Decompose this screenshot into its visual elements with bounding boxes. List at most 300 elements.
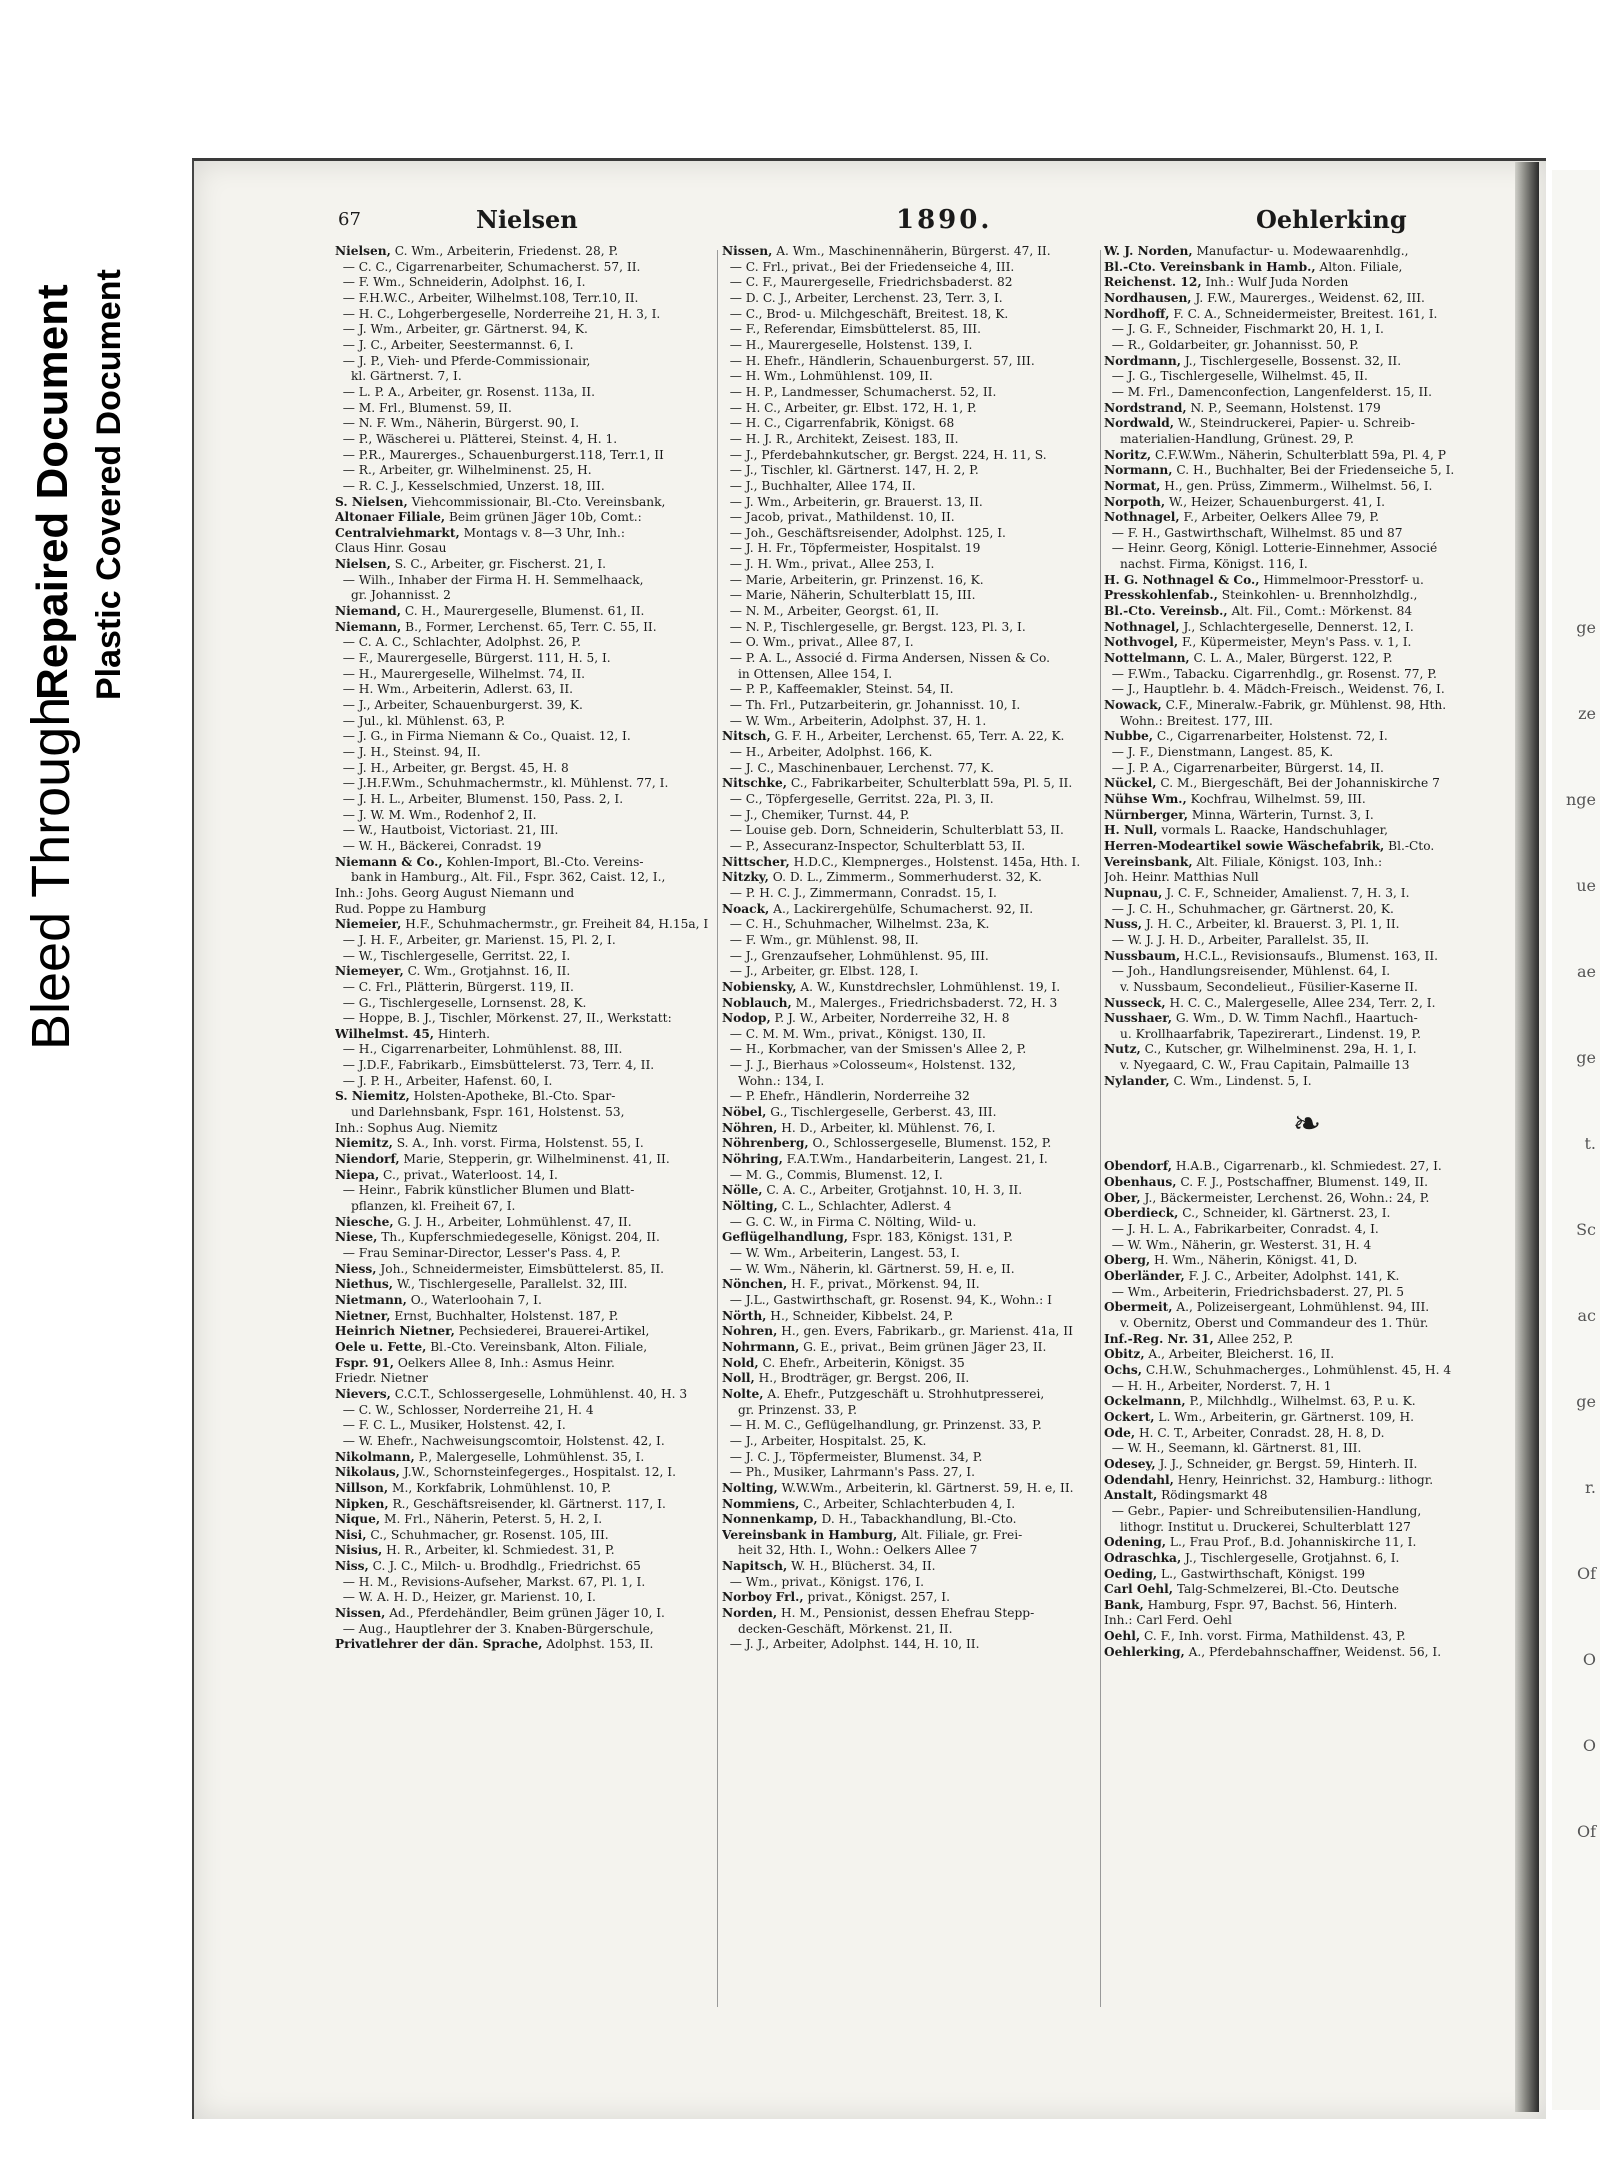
directory-entry: Normat, H., gen. Prüss, Zimmerm., Wilhelmst. 56, I.	[1104, 478, 1433, 493]
directory-entry: — J., Grenzaufseher, Lohmühlenst. 95, III.	[722, 948, 989, 963]
directory-entry: Odesey, J. J., Schneider, gr. Bergst. 59, Hinterh. II.	[1104, 1456, 1418, 1471]
directory-entry: — N. F. Wm., Näherin, Bürgerst. 90, I.	[335, 416, 580, 431]
directory-entry: — H. M. C., Geflügelhandlung, gr. Prinzenst. 33, P.	[722, 1418, 1042, 1433]
directory-entry: — J. H., Arbeiter, gr. Bergst. 45, H. 8	[335, 760, 569, 775]
directory-entry: Reichenst. 12, Inh.: Wulf Juda Norden	[1104, 275, 1349, 290]
directory-entry: — C. A. C., Schlachter, Adolphst. 26, P.	[335, 635, 581, 650]
directory-entry: — C. Frl., privat., Bei der Friedenseiche 4, III.	[722, 259, 1015, 274]
directory-entry: Obendorf, H.A.B., Cigarrenarb., kl. Schmiedest. 27, I.	[1104, 1159, 1442, 1174]
directory-entry: — Joh., Handlungsreisender, Mühlenst. 64, I.	[1104, 964, 1391, 979]
directory-entry: Oberdieck, C., Schneider, kl. Gärtnerst. 23, I.	[1104, 1206, 1391, 1221]
directory-entry: — C. C., Cigarrenarbeiter, Schumacherst. 57, II.	[335, 259, 641, 274]
adjacent-page-text: O	[1582, 1736, 1596, 1755]
directory-entry: Odening, L., Frau Prof., B.d. Johanniskirche 11, I.	[1104, 1535, 1417, 1550]
adjacent-page-text: ae	[1576, 962, 1596, 981]
directory-entry: — F., Maurergeselle, Bürgerst. 111, H. 5, I.	[335, 651, 611, 666]
directory-entry: Nörth, H., Schneider, Kibbelst. 24, P.	[722, 1308, 954, 1323]
directory-entry: — H. J. R., Architekt, Zeisest. 183, II.	[722, 431, 959, 446]
directory-entry: Oele u. Fette, Bl.-Cto. Vereinsbank, Alton. Filiale,	[335, 1339, 648, 1354]
directory-entry: Wohn.: Breitest. 177, III.	[1120, 713, 1273, 728]
directory-entry: — J.L., Gastwirthschaft, gr. Rosenst. 94, K., Wohn.: I	[722, 1292, 1052, 1307]
directory-entry: Centralviehmarkt, Montags v. 8—3 Uhr, Inh.:	[335, 525, 625, 540]
directory-entry: — D. C. J., Arbeiter, Lerchenst. 23, Terr. 3, I.	[722, 290, 1003, 305]
directory-entry: — M. G., Commis, Blumenst. 12, I.	[722, 1167, 943, 1182]
directory-entry: Niemeier, H.F., Schuhmachermstr., gr. Freiheit 84, H.15a, I	[335, 917, 709, 932]
page-number: 67	[338, 209, 361, 230]
directory-entry: Nitsch, G. F. H., Arbeiter, Lerchenst. 65, Terr. A. 22, K.	[722, 729, 1065, 744]
directory-entry: — P. A. L., Associé d. Firma Andersen, Nissen & Co.	[722, 651, 1051, 666]
directory-entry: Nommiens, C., Arbeiter, Schlachterbuden 4, I.	[722, 1496, 1016, 1511]
directory-entry: Nöhren, H. D., Arbeiter, kl. Mühlenst. 76, I.	[722, 1120, 996, 1135]
column-rule-2	[1100, 250, 1101, 2007]
directory-entry: Nonnenkamp, D. H., Tabackhandlung, Bl.-Cto.	[722, 1512, 1017, 1527]
directory-entry: — R., Arbeiter, gr. Wilhelminenst. 25, H.	[335, 463, 592, 478]
directory-entry: Nöhrenberg, O., Schlossergeselle, Blumenst. 152, P.	[722, 1136, 1052, 1151]
directory-entry: — J. P. H., Arbeiter, Hafenst. 60, I.	[335, 1073, 553, 1088]
directory-entry: S. Nielsen, Viehcommissionair, Bl.-Cto. Vereinsbank,	[335, 494, 666, 509]
directory-entry: in Ottensen, Allee 154, I.	[738, 666, 893, 681]
directory-entry: — Heinr., Fabrik künstlicher Blumen und Blatt-	[335, 1183, 635, 1198]
directory-entry: — M. Frl., Damenconfection, Langenfelderst. 15, II.	[1104, 384, 1432, 399]
directory-entry: Nowack, C.F., Mineralw.-Fabrik, gr. Mühlenst. 98, Hth.	[1104, 698, 1447, 713]
directory-entry: heit 32, Hth. I., Wohn.: Oelkers Allee 7	[738, 1543, 978, 1558]
directory-entry: Nothvogel, F., Küpermeister, Meyn's Pass. v. 1, I.	[1104, 635, 1412, 650]
directory-entry: Niemeyer, C. Wm., Grotjahnst. 16, II.	[335, 964, 571, 979]
directory-entry: Ockert, L. Wm., Arbeiterin, gr. Gärtnerst. 109, H.	[1104, 1409, 1414, 1424]
directory-entry: — F. Wm., gr. Mühlenst. 98, II.	[722, 932, 919, 947]
directory-entry: — H. C., Lohgerbergeselle, Norderreihe 21, H. 3, I.	[335, 306, 661, 321]
directory-entry: Niess, Joh., Schneidermeister, Eimsbüttelerst. 85, II.	[335, 1261, 665, 1276]
directory-entry: — W. Wm., Näherin, kl. Gärtnerst. 59, H. e, II.	[722, 1261, 1015, 1276]
directory-entry: Wohn.: 134, I.	[738, 1073, 825, 1088]
adjacent-page-text: r.	[1585, 1478, 1596, 1497]
directory-entry: Nietner, Ernst, Buchhalter, Holstenst. 187, P.	[335, 1308, 619, 1323]
column-2	[722, 244, 1098, 2017]
side-labels	[0, 0, 190, 2177]
directory-entry: Vereinsbank, Alt. Filiale, Königst. 103, Inh.:	[1104, 854, 1383, 869]
directory-entry: und Darlehnsbank, Fspr. 161, Holstenst. 53,	[351, 1105, 625, 1120]
directory-entry: Nikolaus, J.W., Schornsteinfegerges., Hospitalst. 12, I.	[335, 1465, 676, 1480]
directory-entry: materialien-Handlung, Grünest. 29, P.	[1120, 431, 1354, 446]
directory-entry: — Hoppe, B. J., Tischler, Mörkenst. 27, II., Werkstatt:	[335, 1011, 672, 1026]
directory-entry: Norden, H. M., Pensionist, dessen Ehefrau Stepp-	[722, 1606, 1035, 1621]
directory-entry: Inh.: Johs. Georg August Niemann und	[335, 885, 575, 900]
directory-entry: Nordstrand, N. P., Seemann, Holstenst. 179	[1104, 400, 1381, 415]
directory-entry: Ochs, C.H.W., Schuhmacherges., Lohmühlenst. 45, H. 4	[1104, 1362, 1452, 1377]
directory-entry: Nitschke, C., Fabrikarbeiter, Schulterblatt 59a, Pl. 5, II.	[722, 776, 1073, 791]
directory-entry: — W. H., Bäckerei, Conradst. 19	[335, 838, 542, 853]
directory-entry: Nielsen, C. Wm., Arbeiterin, Friedenst. 28, P.	[335, 244, 619, 258]
directory-entry: Nothnagel, F., Arbeiter, Oelkers Allee 79, P.	[1104, 510, 1380, 525]
directory-entry: — J. H. L., Arbeiter, Blumenst. 150, Pass. 2, I.	[335, 791, 624, 806]
column-3	[1104, 244, 1510, 2017]
directory-entry: — J. H., Steinst. 94, II.	[335, 745, 481, 759]
directory-entry: — C., Töpfergeselle, Gerritst. 22a, Pl. 3, II.	[722, 791, 994, 806]
directory-entry: — Heinr. Georg, Königl. Lotterie-Einnehmer, Associé	[1104, 541, 1438, 556]
directory-entry: — J. G., Tischlergeselle, Wilhelmst. 45, II.	[1104, 369, 1368, 384]
directory-entry: — J. F., Dienstmann, Langest. 85, K.	[1104, 745, 1334, 759]
directory-entry: Nothnagel, J., Schlachtergeselle, Dennerst. 12, I.	[1104, 619, 1414, 634]
directory-entry: — G., Tischlergeselle, Lornsenst. 28, K.	[335, 995, 587, 1010]
directory-entry: Friedr. Nietner	[335, 1371, 428, 1386]
directory-entry: Nordhoff, F. C. A., Schneidermeister, Breitest. 161, I.	[1104, 306, 1438, 321]
directory-entry: Nohren, H., gen. Evers, Fabrikarb., gr. Marienst. 41a, II	[722, 1324, 1073, 1339]
directory-entry: v. Obernitz, Oberst und Commandeur des 1. Thür.	[1120, 1316, 1429, 1330]
directory-entry: — H., Maurergeselle, Holstenst. 139, I.	[722, 337, 973, 352]
directory-entry: Oberg, H. Wm., Näherin, Königst. 41, D.	[1104, 1253, 1358, 1268]
directory-entry: Niemitz, S. A., Inh. vorst. Firma, Holstenst. 55, I.	[335, 1136, 644, 1151]
directory-entry: — W., Tischlergeselle, Gerritst. 22, I.	[335, 948, 571, 963]
directory-entry: — H., Arbeiter, Adolphst. 166, K.	[722, 745, 933, 759]
directory-entry: Carl Oehl, Talg-Schmelzerei, Bl.-Cto. Deutsche	[1104, 1582, 1399, 1597]
adjacent-page-text: ue	[1576, 876, 1596, 895]
directory-entry: — C., Brod- u. Milchgeschäft, Breitest. 18, K.	[722, 306, 1009, 321]
directory-entry: — J., Chemiker, Turnst. 44, P.	[722, 807, 910, 822]
directory-entry: Niesche, G. J. H., Arbeiter, Lohmühlenst. 47, II.	[335, 1214, 632, 1229]
directory-entry: Nietmann, O., Waterloohain 7, I.	[335, 1292, 542, 1307]
directory-entry: Nückel, C. M., Biergeschäft, Bei der Johanniskirche 7	[1104, 776, 1440, 791]
directory-entry: — J. H. Fr., Töpfermeister, Hospitalst. 19	[722, 541, 981, 556]
adjacent-page-text: ge	[1576, 1392, 1596, 1411]
directory-entry: — H. Ehefr., Händlerin, Schauenburgerst. 57, III.	[722, 353, 1035, 368]
directory-entry: Nique, M. Frl., Näherin, Peterst. 5, H. 2, I.	[335, 1512, 603, 1527]
header-right-keyword: Oehlerking	[1256, 205, 1407, 234]
directory-entry: — R., Goldarbeiter, gr. Johannisst. 50, P.	[1104, 337, 1359, 352]
adjacent-page-text: t.	[1584, 1134, 1596, 1153]
directory-entry: Geflügelhandlung, Fspr. 183, Königst. 131, P.	[722, 1230, 1013, 1245]
directory-entry: — Louise geb. Dorn, Schneiderin, Schulterblatt 53, II.	[722, 823, 1064, 838]
directory-entry: — O. Wm., privat., Allee 87, I.	[722, 635, 914, 650]
directory-entry: Normann, C. H., Buchhalter, Bei der Friedenseiche 5, I.	[1104, 463, 1455, 478]
directory-entry: — P., Wäscherei u. Plätterei, Steinst. 4, H. 1.	[335, 431, 618, 446]
directory-entry: — Wilh., Inhaber der Firma H. H. Semmelhaack,	[335, 572, 644, 587]
directory-entry: — H., Cigarrenarbeiter, Lohmühlenst. 88, III.	[335, 1042, 623, 1057]
directory-entry: — Wm., privat., Königst. 176, I.	[722, 1574, 924, 1589]
directory-entry: Nisius, H. R., Arbeiter, kl. Schmiedest. 31, P.	[335, 1543, 615, 1558]
directory-entry: decken-Geschäft, Mörkenst. 21, II.	[738, 1621, 953, 1636]
directory-entry: Nordhausen, J. F.W., Maurerges., Weidenst. 62, III.	[1104, 290, 1425, 305]
directory-entry: — Jacob, privat., Mathildenst. 10, II.	[722, 510, 955, 525]
directory-entry: Bl.-Cto. Vereinsb., Alt. Fil., Comt.: Mörkenst. 84	[1104, 604, 1413, 619]
directory-entry: — C. H., Schuhmacher, Wilhelmst. 23a, K.	[722, 917, 990, 932]
directory-entry: — J., Hauptlehr. b. 4. Mädch-Freisch., Weidenst. 76, I.	[1104, 682, 1445, 697]
directory-entry: — J., Pferdebahnkutscher, gr. Bergst. 224, H. 11, S.	[722, 447, 1047, 462]
directory-entry: — J. P., Vieh- und Pferde-Commissionair,	[335, 353, 591, 368]
directory-entry: — J. C. H., Schuhmacher, gr. Gärtnerst. 20, K.	[1104, 901, 1394, 916]
directory-entry: — H. M., Revisions-Aufseher, Markst. 67, Pl. 1, I.	[335, 1574, 646, 1589]
directory-entry: — J.H.F.Wm., Schuhmachermstr., kl. Mühlenst. 77, I.	[335, 776, 669, 791]
directory-entry: Bank, Hamburg, Fspr. 97, Bachst. 56, Hinterh.	[1104, 1597, 1398, 1612]
directory-entry: Altonaer Filiale, Beim grünen Jäger 10b, Comt.:	[335, 510, 642, 525]
directory-entry: Wilhelmst. 45, Hinterh.	[335, 1026, 490, 1041]
directory-entry: Nönchen, H. F., privat., Mörkenst. 94, II.	[722, 1277, 980, 1292]
directory-entry: Niemand, C. H., Maurergeselle, Blumenst. 61, II.	[335, 604, 645, 619]
adjacent-page-text: nge	[1565, 790, 1596, 809]
directory-entry: Nipken, R., Geschäftsreisender, kl. Gärtnerst. 117, I.	[335, 1496, 666, 1511]
directory-entry: — N. M., Arbeiter, Georgst. 61, II.	[722, 604, 939, 619]
directory-entry: — Th. Frl., Putzarbeiterin, gr. Johannisst. 10, I.	[722, 698, 1021, 713]
directory-entry: Noll, H., Brodträger, gr. Bergst. 206, II.	[722, 1371, 970, 1386]
label-plastic-covered-document: Plastic Covered Document	[90, 269, 128, 700]
directory-entry: — J., Arbeiter, Schauenburgerst. 39, K.	[335, 698, 583, 713]
adjacent-page-text: ge	[1576, 1048, 1596, 1067]
directory-entry: Nodop, P. J. W., Arbeiter, Norderreihe 32, H. 8	[722, 1011, 1010, 1026]
directory-entry: Oeding, L., Gastwirthschaft, Königst. 199	[1104, 1566, 1365, 1581]
directory-entry: H. G. Nothnagel & Co., Himmelmoor-Presstorf- u.	[1104, 572, 1424, 587]
directory-entry: — C. F., Maurergeselle, Friedrichsbaderst. 82	[722, 275, 1013, 290]
directory-entry: Nitzky, O. D. L., Zimmerm., Sommerhuderst. 32, K.	[722, 870, 1042, 885]
spacer	[1104, 1149, 1510, 1159]
directory-entry: — P., Assecuranz-Inspector, Schulterblatt 53, II.	[722, 838, 1026, 853]
directory-entry: — F.H.W.C., Arbeiter, Wilhelmst.108, Terr.10, II.	[335, 290, 639, 305]
directory-entry: — F. H., Gastwirthschaft, Wilhelmst. 85 und 87	[1104, 525, 1403, 540]
directory-entry: W. J. Norden, Manufactur- u. Modewaarenhdlg.,	[1104, 244, 1409, 258]
directory-entry: Nuss, J. H. C., Arbeiter, kl. Brauerst. 3, Pl. 1, II.	[1104, 917, 1400, 932]
directory-entry: — W. H., Seemann, kl. Gärtnerst. 81, III.	[1104, 1441, 1362, 1456]
directory-entry: Nutz, C., Kutscher, gr. Wilhelminenst. 29a, H. 1, I.	[1104, 1042, 1417, 1057]
directory-entry: Nusseck, H. C. C., Malergeselle, Allee 234, Terr. 2, I.	[1104, 995, 1436, 1010]
directory-entry: — H. P., Landmesser, Schumacherst. 52, II.	[722, 384, 997, 399]
directory-entry: Fspr. 91, Oelkers Allee 8, Inh.: Asmus Heinr.	[335, 1355, 615, 1370]
directory-entry: Niendorf, Marie, Stepperin, gr. Wilhelminenst. 41, II.	[335, 1152, 670, 1167]
directory-entry: Niemann & Co., Kohlen-Import, Bl.-Cto. Vereins-	[335, 854, 644, 869]
directory-entry: — J. Wm., Arbeiter, gr. Gärtnerst. 94, K.	[335, 322, 588, 337]
directory-entry: — C. W., Schlosser, Norderreihe 21, H. 4	[335, 1402, 594, 1417]
directory-entry: — J. P. A., Cigarrenarbeiter, Bürgerst. 14, II.	[1104, 760, 1384, 775]
directory-entry: Nolte, A. Ehefr., Putzgeschäft u. Strohhutpresserei,	[722, 1386, 1045, 1401]
directory-entry: Noritz, C.F.W.Wm., Näherin, Schulterblatt 59a, Pl. 4, P	[1104, 447, 1446, 462]
directory-entry: — G. C. W., in Firma C. Nölting, Wild- u.	[722, 1214, 977, 1229]
directory-entry: v. Nussbaum, Secondelieut., Füsilier-Kaserne II.	[1120, 979, 1418, 994]
adjacent-page-text: ze	[1578, 704, 1596, 723]
label-repaired-document: Repaired Document	[28, 284, 77, 700]
directory-entry: kl. Gärtnerst. 7, I.	[351, 369, 462, 384]
header-left-keyword: Nielsen	[476, 205, 578, 234]
header-year: 1890.	[896, 205, 993, 235]
directory-entry: Privatlehrer der dän. Sprache, Adolphst. 153, II.	[335, 1637, 654, 1652]
directory-entry: Nöhring, F.A.T.Wm., Handarbeiterin, Langest. 21, I.	[722, 1152, 1048, 1167]
directory-entry: S. Niemitz, Holsten-Apotheke, Bl.-Cto. Spar-	[335, 1089, 616, 1104]
directory-entry: — F. Wm., Schneiderin, Adolphst. 16, I.	[335, 275, 586, 290]
directory-entry: — J., Tischler, kl. Gärtnerst. 147, H. 2, P.	[722, 463, 979, 478]
directory-entry: — W. Ehefr., Nachweisungscomtoir, Holstenst. 42, I.	[335, 1433, 665, 1448]
directory-entry: Nobiensky, A. W., Kunstdrechsler, Lohmühlenst. 19, I.	[722, 979, 1061, 994]
directory-entry: Nordmann, J., Tischlergeselle, Bossenst. 32, II.	[1104, 353, 1402, 368]
adjacent-page-text: Of	[1576, 1822, 1596, 1841]
directory-entry: Nölting, C. L., Schlachter, Adlerst. 4	[722, 1199, 952, 1214]
directory-entry: Nissen, A. Wm., Maschinennäherin, Bürgerst. 47, II.	[722, 244, 1051, 258]
adjacent-page-text: ac	[1577, 1306, 1596, 1325]
directory-entry: — P. Ehefr., Händlerin, Norderreihe 32	[722, 1089, 970, 1104]
directory-entry: Nöbel, G., Tischlergeselle, Gerberst. 43, III.	[722, 1105, 997, 1120]
directory-entry: — Gebr., Papier- und Schreibutensilien-Handlung,	[1104, 1503, 1422, 1518]
directory-entry: — C. M. M. Wm., privat., Königst. 130, II.	[722, 1026, 986, 1041]
directory-entry: Obitz, A., Arbeiter, Bleicherst. 16, II.	[1104, 1347, 1335, 1362]
directory-entry: Joh. Heinr. Matthias Null	[1104, 870, 1259, 885]
directory-entry: Niemann, B., Former, Lerchenst. 65, Terr. C. 55, II.	[335, 619, 657, 634]
directory-entry: — H. C., Cigarrenfabrik, Königst. 68	[722, 416, 955, 431]
directory-entry: — W., Hautboist, Victoriast. 21, III.	[335, 823, 559, 838]
directory-entry: Oehlerking, A., Pferdebahnschaffner, Weidenst. 56, I.	[1104, 1644, 1442, 1659]
directory-entry: — W. A. H. D., Heizer, gr. Marienst. 10, I.	[335, 1590, 596, 1605]
directory-entry: Noblauch, M., Malerges., Friedrichsbaderst. 72, H. 3	[722, 995, 1058, 1010]
directory-entry: Ockelmann, P., Milchhdlg., Wilhelmst. 63, P. u. K.	[1104, 1394, 1416, 1409]
directory-entry: — J., Buchhalter, Allee 174, II.	[722, 478, 916, 493]
directory-entry: Anstalt, Rödingsmarkt 48	[1104, 1488, 1268, 1503]
directory-entry: Nussbaum, H.C.L., Revisionsaufs., Blumenst. 163, II.	[1104, 948, 1439, 963]
directory-entry: Norboy Frl., privat., Königst. 257, I.	[722, 1590, 950, 1605]
directory-entry: Ober, J., Bäckermeister, Lerchenst. 26, Wohn.: 24, P.	[1104, 1190, 1430, 1205]
directory-entry: Odendahl, Henry, Heinrichst. 32, Hamburg.: lithogr.	[1104, 1472, 1434, 1487]
page-edge-shadow	[1515, 162, 1539, 2112]
directory-entry: — Frau Seminar-Director, Lesser's Pass. 4, P.	[335, 1246, 621, 1260]
directory-entry: Niepa, C., privat., Waterloost. 14, I.	[335, 1167, 558, 1182]
directory-entry: — F. C. L., Musiker, Holstenst. 42, I.	[335, 1418, 566, 1433]
directory-entry: — J., Arbeiter, gr. Elbst. 128, I.	[722, 964, 919, 979]
directory-entry: — J. G., in Firma Niemann & Co., Quaist. 12, I.	[335, 729, 631, 744]
adjacent-page-text: O	[1582, 1650, 1596, 1669]
directory-entry: nachst. Firma, Königst. 116, I.	[1120, 557, 1308, 572]
adjacent-page-text: Sc	[1576, 1220, 1596, 1239]
directory-entry: Nohrmann, G. E., privat., Beim grünen Jäger 23, II.	[722, 1339, 1047, 1354]
directory-entry: Nold, C. Ehefr., Arbeiterin, Königst. 35	[722, 1355, 965, 1370]
directory-entry: Ode, H. C. T., Arbeiter, Conradst. 28, H. 8, D.	[1104, 1425, 1385, 1440]
directory-entry: Nupnau, J. C. F., Schneider, Amalienst. 7, H. 3, I.	[1104, 885, 1410, 900]
directory-entry: — C. Frl., Plätterin, Bürgerst. 119, II.	[335, 979, 574, 994]
directory-entry: Rud. Poppe zu Hamburg	[335, 901, 487, 916]
running-header	[228, 205, 1544, 245]
directory-entry: Nievers, C.C.T., Schlossergeselle, Lohmühlenst. 40, H. 3	[335, 1386, 688, 1401]
directory-entry: — J. C., Arbeiter, Seestermannst. 6, I.	[335, 337, 574, 352]
directory-entry: — W. Wm., Näherin, gr. Westerst. 31, H. 4	[1104, 1237, 1372, 1252]
directory-entry: — H. Wm., Arbeiterin, Adlerst. 63, II.	[335, 682, 574, 697]
directory-entry: — J.D.F., Fabrikarb., Eimsbüttelerst. 73, Terr. 4, II.	[335, 1058, 655, 1073]
directory-entry: — W. J. J. H. D., Arbeiter, Parallelst. 35, II.	[1104, 932, 1370, 947]
directory-entry: Nürnberger, Minna, Wärterin, Turnst. 3, I.	[1104, 807, 1374, 822]
directory-entry: — P. P., Kaffeemakler, Steinst. 54, II.	[722, 682, 954, 697]
directory-entry: — H. C., Arbeiter, gr. Elbst. 172, H. 1, P.	[722, 400, 977, 415]
directory-entry: bank in Hamburg., Alt. Fil., Fspr. 362, Caist. 12, I.,	[351, 870, 666, 885]
directory-entry: — H., Maurergeselle, Wilhelmst. 74, II.	[335, 666, 586, 681]
directory-entry: Nylander, C. Wm., Lindenst. 5, I.	[1104, 1073, 1312, 1088]
directory-entry: — F.Wm., Tabacku. Cigarrenhdlg., gr. Rosenst. 77, P.	[1104, 666, 1437, 681]
directory-entry: — P. H. C. J., Zimmermann, Conradst. 15, I.	[722, 885, 997, 900]
directory-entry: Oehl, C. F., Inh. vorst. Firma, Mathildenst. 43, P.	[1104, 1629, 1406, 1644]
spacer	[1104, 1089, 1510, 1099]
directory-entry: — W. Wm., Arbeiterin, Langest. 53, I.	[722, 1246, 960, 1260]
directory-entry: Nielsen, S. C., Arbeiter, gr. Fischerst. 21, I.	[335, 557, 607, 572]
directory-entry: — J. H. F., Arbeiter, gr. Marienst. 15, Pl. 2, I.	[335, 932, 616, 947]
directory-entry: Oberländer, F. J. C., Arbeiter, Adolphst. 141, K.	[1104, 1269, 1400, 1284]
letter-o-emblem-icon: ❧	[1292, 1104, 1322, 1145]
directory-entry: Nottelmann, C. L. A., Maler, Bürgerst. 122, P.	[1104, 651, 1393, 666]
adjacent-page-text: Of	[1576, 1564, 1596, 1583]
directory-entry: Nolting, W.W.Wm., Arbeiterin, kl. Gärtnerst. 59, H. e, II.	[722, 1480, 1074, 1495]
directory-entry: Nillson, M., Korkfabrik, Lohmühlenst. 10, P.	[335, 1480, 612, 1495]
directory-entry: lithogr. Institut u. Druckerei, Schulterblatt 127	[1120, 1519, 1411, 1534]
directory-entry: — Ph., Musiker, Lahrmann's Pass. 27, I.	[722, 1465, 975, 1480]
directory-entry: Napitsch, W. H., Blücherst. 34, II.	[722, 1559, 936, 1574]
directory-entry: — J. H. L. A., Fabrikarbeiter, Conradst. 4, I.	[1104, 1222, 1379, 1237]
directory-entry: — H. Wm., Lohmühlenst. 109, II.	[722, 369, 933, 384]
directory-entry: Presskohlenfab., Steinkohlen- u. Brennholzhdlg.,	[1104, 588, 1418, 603]
adjacent-page-text: ge	[1576, 618, 1596, 637]
directory-entry: H. Null, vormals L. Raacke, Handschuhlager,	[1104, 823, 1388, 838]
directory-entry: — P.R., Maurerges., Schauenburgerst.118, Terr.1, II	[335, 447, 664, 462]
directory-entry: — J. C. J., Töpfermeister, Blumenst. 34, P.	[722, 1449, 983, 1464]
directory-entry: Nittscher, H.D.C., Klempnerges., Holstenst. 145a, Hth. I.	[722, 854, 1081, 869]
directory-entry: — J. J., Bierhaus »Colosseum«, Holstenst. 132,	[722, 1058, 1016, 1073]
directory-entry: — J. W. M. Wm., Rodenhof 2, II.	[335, 807, 537, 822]
directory-entry: — L. P. A., Arbeiter, gr. Rosenst. 113a, II.	[335, 384, 595, 399]
directory-entry: Herren-Modeartikel sowie Wäschefabrik, Bl.-Cto.	[1104, 838, 1435, 853]
directory-entry: — H. H., Arbeiter, Norderst. 7, H. 1	[1104, 1378, 1332, 1393]
directory-entry: Niese, Th., Kupferschmiedegeselle, Königst. 204, II.	[335, 1230, 660, 1245]
directory-entry: — Wm., Arbeiterin, Friedrichsbaderst. 27, Pl. 5	[1104, 1284, 1404, 1299]
directory-entry: — Joh., Geschäftsreisender, Adolphst. 125, I.	[722, 525, 1006, 540]
directory-entry: Bl.-Cto. Vereinsbank in Hamb., Alton. Filiale,	[1104, 259, 1403, 274]
directory-entry: — Marie, Näherin, Schulterblatt 15, III.	[722, 588, 976, 603]
directory-entry: Nissen, Ad., Pferdehändler, Beim grünen Jäger 10, I.	[335, 1606, 665, 1621]
directory-entry: — J., Arbeiter, Hospitalst. 25, K.	[722, 1433, 927, 1448]
directory-entry: Nordwald, W., Steindruckerei, Papier- u. Schreib-	[1104, 416, 1415, 431]
directory-entry: — N. P., Tischlergeselle, gr. Bergst. 123, Pl. 3, I.	[722, 619, 1026, 634]
directory-entry: Inf.-Reg. Nr. 31, Allee 252, P.	[1104, 1331, 1294, 1346]
directory-entry: — Aug., Hauptlehrer der 3. Knaben-Bürgerschule,	[335, 1621, 654, 1636]
directory-entry: Nühse Wm., Kochfrau, Wilhelmst. 59, III.	[1104, 791, 1366, 806]
directory-entry: — J. J., Arbeiter, Adolphst. 144, H. 10, II.	[722, 1637, 980, 1652]
directory-entry: gr. Prinzenst. 33, P.	[738, 1402, 858, 1417]
directory-entry: Odraschka, J., Tischlergeselle, Grotjahnst. 6, I.	[1104, 1550, 1400, 1565]
directory-entry: — W. Wm., Arbeiterin, Adolphst. 37, H. 1.	[722, 713, 987, 728]
directory-entry: — F., Referendar, Eimsbüttelerst. 85, III.	[722, 322, 981, 337]
directory-entry: Nisi, C., Schuhmacher, gr. Rosenst. 105, III.	[335, 1527, 609, 1542]
directory-entry: Inh.: Sophus Aug. Niemitz	[335, 1120, 498, 1135]
column-rule-1	[717, 250, 718, 2007]
directory-entry: Nikolmann, P., Malergeselle, Lohmühlenst. 35, I.	[335, 1449, 645, 1464]
directory-entry: — J. G. F., Schneider, Fischmarkt 20, H. 1, I.	[1104, 322, 1384, 337]
directory-entry: Heinrich Nietner, Pechsiederei, Brauerei-Artikel,	[335, 1324, 650, 1339]
column-1	[335, 244, 715, 2017]
directory-entry: Niss, C. J. C., Milch- u. Brodhdlg., Friedrichst. 65	[335, 1559, 641, 1574]
directory-entry: Vereinsbank in Hamburg, Alt. Filiale, gr. Frei-	[722, 1527, 1023, 1542]
directory-entry: u. Krollhaarfabrik, Tapezirerart., Lindenst. 19, P.	[1120, 1026, 1422, 1041]
directory-entry: Noack, A., Lackirergehülfe, Schumacherst. 92, II.	[722, 901, 1034, 916]
directory-entry: — M. Frl., Blumenst. 59, II.	[335, 400, 512, 415]
directory-entry: — Jul., kl. Mühlenst. 63, P.	[335, 713, 505, 728]
label-bleed-through: Bleed Through	[21, 696, 81, 1050]
directory-entry: v. Nyegaard, C. W., Frau Capitain, Palmaille 13	[1120, 1058, 1410, 1073]
directory-entry: Inh.: Carl Ferd. Oehl	[1104, 1613, 1232, 1628]
directory-entry: — R. C. J., Kesselschmied, Unzerst. 18, III.	[335, 478, 605, 493]
directory-entry: Nubbe, C., Cigarrenarbeiter, Holstenst. 72, I.	[1104, 729, 1388, 744]
directory-entry: Obermeit, A., Polizeisergeant, Lohmühlenst. 94, III.	[1104, 1300, 1430, 1315]
directory-entry: gr. Johannisst. 2	[351, 588, 451, 603]
directory-entry: — Marie, Arbeiterin, gr. Prinzenst. 16, K.	[722, 572, 984, 587]
directory-entry: Norpoth, W., Heizer, Schauenburgerst. 41, I.	[1104, 494, 1385, 509]
directory-entry: Niethus, W., Tischlergeselle, Parallelst. 32, III.	[335, 1277, 628, 1292]
directory-entry: Nölle, C. A. C., Arbeiter, Grotjahnst. 10, H. 3, II.	[722, 1183, 1023, 1198]
adjacent-page-fragment	[1552, 170, 1600, 2110]
directory-entry: Obenhaus, C. F. J., Postschaffner, Blumenst. 149, II.	[1104, 1175, 1428, 1190]
directory-entry: — J. C., Maschinenbauer, Lerchenst. 77, K.	[722, 760, 994, 775]
directory-entry: Claus Hinr. Gosau	[335, 541, 447, 556]
directory-entry: Nusshaer, G. Wm., D. W. Timm Nachfl., Haartuch-	[1104, 1011, 1418, 1026]
directory-entry: — H., Korbmacher, van der Smissen's Allee 2, P.	[722, 1042, 1027, 1057]
directory-entry: pflanzen, kl. Freiheit 67, I.	[351, 1199, 516, 1214]
directory-entry: — J. Wm., Arbeiterin, gr. Brauerst. 13, II.	[722, 494, 983, 509]
directory-entry: — J. H. Wm., privat., Allee 253, I.	[722, 557, 935, 572]
